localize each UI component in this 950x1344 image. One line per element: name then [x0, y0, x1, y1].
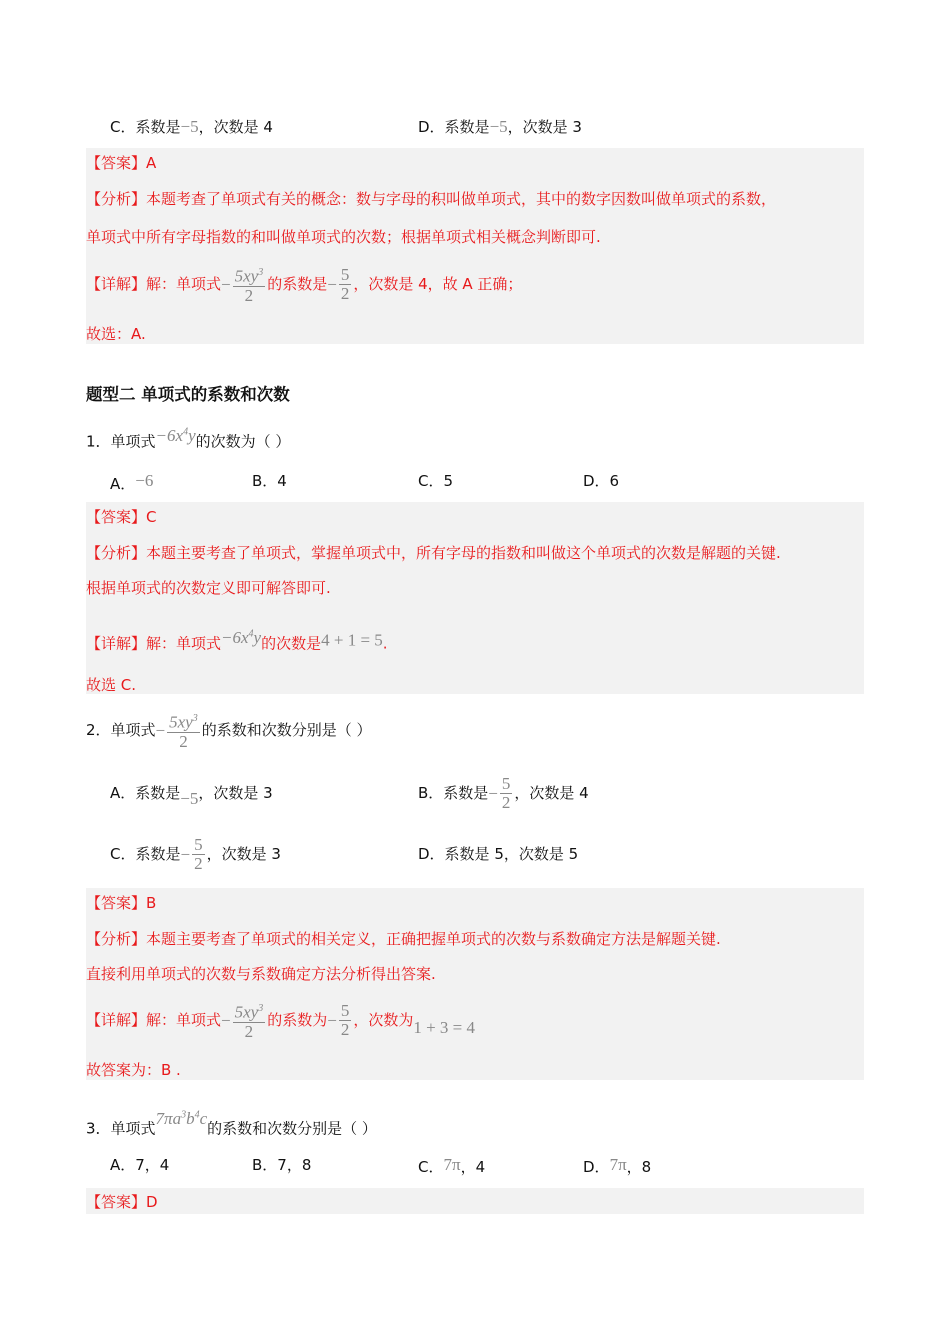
- q2-option-b: B．系数是− $\frac{5}{2}$ ，次数是 4: [418, 774, 589, 812]
- analysis-text: 直接利用单项式的次数与系数确定方法分析得出答案.: [86, 965, 436, 983]
- q3-option-c: C．7π，4: [418, 1155, 486, 1176]
- q2-option-a: A．系数是−5，次数是 3: [110, 784, 273, 808]
- q1-option-c: C．5: [418, 472, 454, 490]
- answer-label: 【答案】D: [86, 1193, 158, 1211]
- q3-option-b: B．7，8: [252, 1156, 312, 1174]
- choice-text: 故选：A.: [86, 325, 146, 343]
- q1-option-a: A．−6: [110, 471, 154, 493]
- q2-option-c: C．系数是− $\frac{5}{2}$ ，次数是 3: [110, 835, 281, 873]
- analysis-text: 根据单项式的次数定义即可解答即可.: [86, 579, 331, 597]
- answer-label: 【答案】A: [86, 154, 157, 172]
- q1-option-d: D．6: [583, 472, 620, 490]
- detail-text: 【详解】解：单项式$-6x^4y$的次数是4 + 1 = 5.: [86, 627, 388, 653]
- section-title: 题型二 单项式的系数和次数: [86, 385, 290, 404]
- answer-label: 【答案】C: [86, 508, 157, 526]
- q1-option-b: B．4: [252, 472, 287, 490]
- analysis-text: 单项式中所有字母指数的和叫做单项式的次数；根据单项式相关概念判断即可.: [86, 228, 601, 246]
- option-d: D．系数是−5，次数是 3: [418, 117, 582, 136]
- analysis-text: 【分析】本题主要考查了单项式的相关定义，正确把握单项式的次数与系数确定方法是解题关键.: [86, 930, 721, 948]
- q2-option-d: D．系数是 5，次数是 5: [418, 845, 579, 863]
- question-3: 3．单项式$7\pi a^3b^4c$的系数和次数分别是（ ）: [86, 1108, 377, 1138]
- question-1: 1．单项式$-6x^4y$的次数为（ ）: [86, 425, 291, 451]
- option-c: C．系数是−5，次数是 4: [110, 117, 273, 136]
- choice-text: 故选 C.: [86, 676, 137, 694]
- question-2: 2．单项式− $\frac{5xy^3}{2}$ 的系数和次数分别是（ ）: [86, 708, 372, 753]
- answer-label: 【答案】B: [86, 894, 157, 912]
- analysis-text: 【分析】本题主要考查了单项式，掌握单项式中，所有字母的指数和叫做这个单项式的次数是解题的关键.: [86, 544, 781, 562]
- answer-box-q3: [86, 1188, 864, 1214]
- q3-option-d: D．7π，8: [583, 1155, 652, 1176]
- choice-text: 故答案为：B .: [86, 1061, 181, 1079]
- detail-text: 【详解】解：单项式− $\frac{5xy^3}{2}$ 的系数为− $\frac{5}{2}$ ，次数为1 + 3 = 4: [86, 1001, 476, 1041]
- analysis-text: 【分析】本题考查了单项式有关的概念：数与字母的积叫做单项式，其中的数字因数叫做单项式的系数，: [86, 190, 777, 208]
- q3-option-a: A．7，4: [110, 1156, 170, 1174]
- detail-text: 【详解】解：单项式− $\frac{5xy^3}{2}$ 的系数是− $\frac{5}{2}$ ，次数是 4，故 A 正确；: [86, 265, 523, 305]
